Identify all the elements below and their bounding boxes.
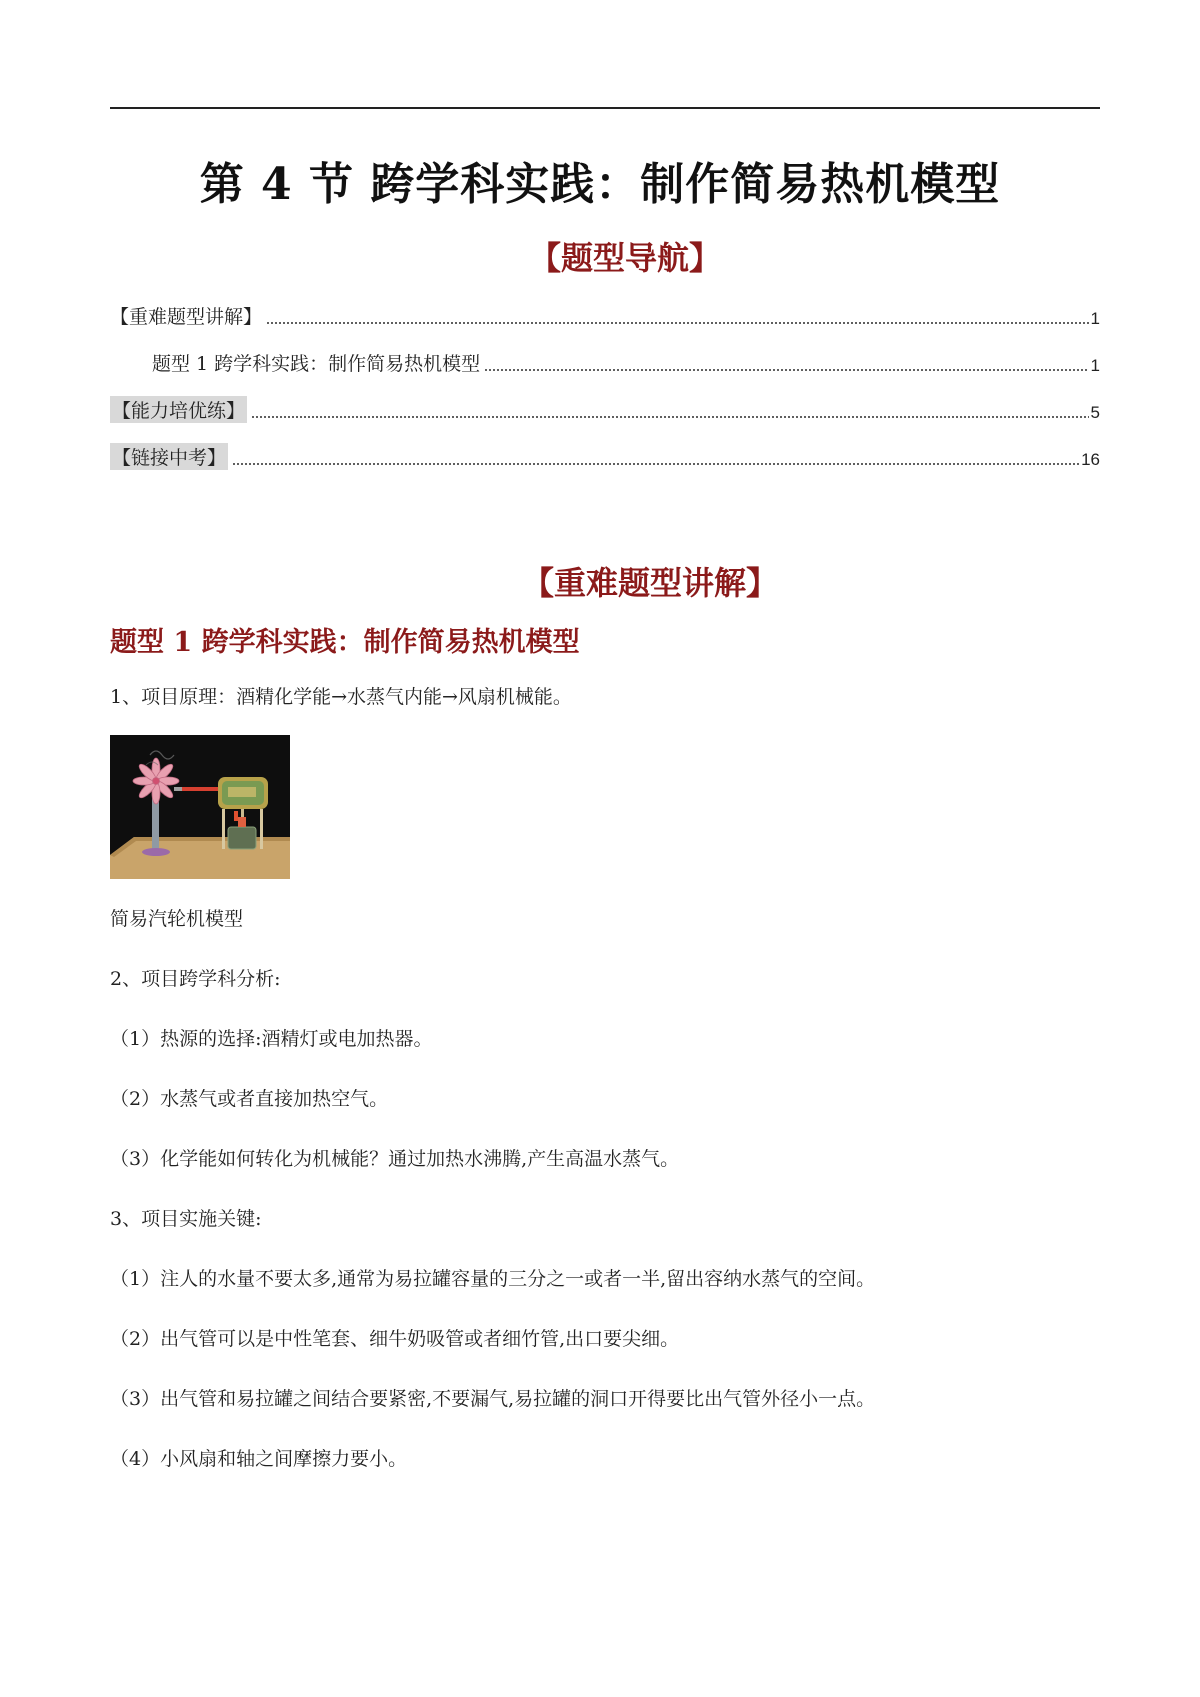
photo-caption: 简易汽轮机模型 <box>110 908 244 930</box>
paragraph-analysis-2: （2）水蒸气或者直接加热空气。 <box>110 1088 389 1110</box>
toc-entry-label: 题型 1 跨学科实践：制作简易热机模型 <box>152 353 481 375</box>
toc-leader-dots <box>251 416 1089 418</box>
paragraph-key-2: （2）出气管可以是中性笔套、细牛奶吸管或者细竹管,出口要尖细。 <box>110 1328 680 1350</box>
toc-entry-ability-practice[interactable] <box>110 393 1100 423</box>
toc-entry-label: 【重难题型讲解】 <box>110 306 263 328</box>
toc-entry-label: 【链接中考】 <box>110 443 228 470</box>
problem-type-heading: 题型 1 跨学科实践：制作简易热机模型 <box>110 627 580 658</box>
toc-entry-exam-link[interactable] <box>110 440 1100 470</box>
section-heading: 【重难题型讲解】 <box>521 564 778 602</box>
toc-entry-problem-type-1[interactable] <box>152 346 1100 376</box>
toc-page-number: 16 <box>1081 450 1100 469</box>
toc-leader-dots <box>266 322 1089 324</box>
steam-turbine-photo <box>110 735 290 879</box>
toc-entry-key-problems[interactable] <box>110 299 1100 329</box>
steam-turbine-illustration <box>110 735 290 879</box>
page-title: 第 4 节 跨学科实践：制作简易热机模型 <box>199 159 1001 210</box>
paragraph-key-4: （4）小风扇和轴之间摩擦力要小。 <box>110 1448 408 1470</box>
paragraph-key-1: （1）注人的水量不要太多,通常为易拉罐容量的三分之一或者一半,留出容纳水蒸气的空间。 <box>110 1268 876 1290</box>
paragraph-key-3: （3）出气管和易拉罐之间结合要紧密,不要漏气,易拉罐的洞口开得要比出气管外径小一点。 <box>110 1388 876 1410</box>
toc-page-number: 1 <box>1090 356 1100 375</box>
toc-page-number: 5 <box>1090 403 1100 422</box>
toc-leader-dots <box>484 369 1088 371</box>
paragraph-key-heading: 3、项目实施关键: <box>110 1208 262 1230</box>
paragraph-analysis-3: （3）化学能如何转化为机械能？通过加热水沸腾,产生高温水蒸气。 <box>110 1148 680 1170</box>
paragraph-principle: 1、项目原理：酒精化学能→水蒸气内能→风扇机械能。 <box>110 686 572 708</box>
paragraph-analysis-1: （1）热源的选择:酒精灯或电加热器。 <box>110 1028 433 1050</box>
header-rule <box>110 107 1100 109</box>
toc-leader-dots <box>232 463 1079 465</box>
toc-entry-label: 【能力培优练】 <box>110 396 247 423</box>
toc-page-number: 1 <box>1090 309 1100 328</box>
paragraph-analysis-heading: 2、项目跨学科分析: <box>110 968 281 990</box>
nav-heading: 【题型导航】 <box>528 239 721 277</box>
